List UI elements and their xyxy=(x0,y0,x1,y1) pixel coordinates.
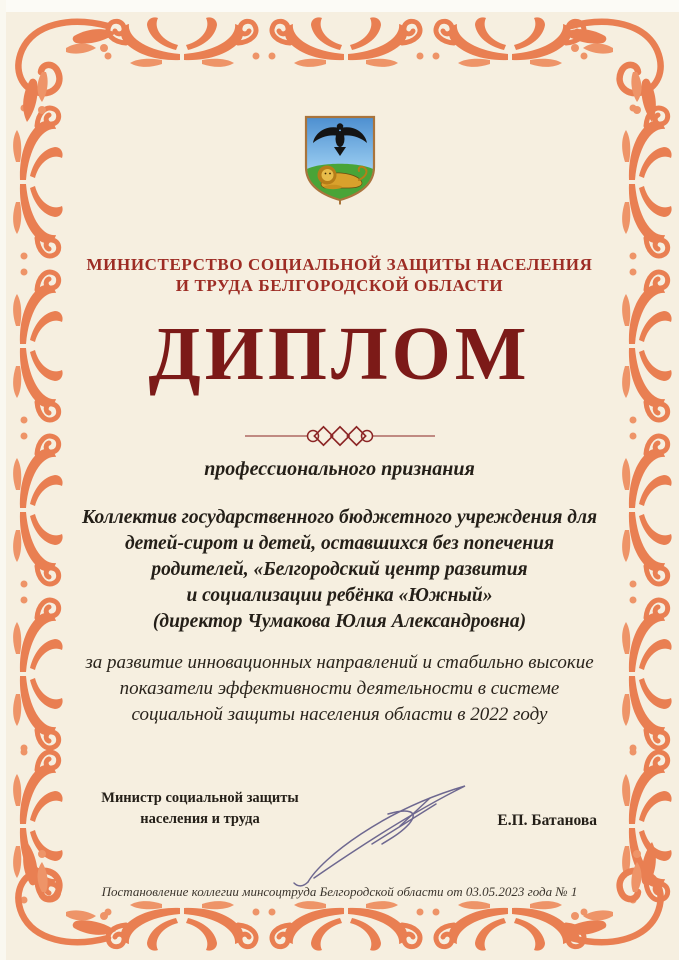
signature-scribble xyxy=(288,768,503,893)
recipient-text xyxy=(0,505,679,635)
recipient-line: детей-сирот и детей, оставшихся без попечения xyxy=(125,533,554,554)
signer-name: Е.П. Батанова xyxy=(497,812,597,829)
recipient-line: Коллектив государственного бюджетного учреждения для xyxy=(82,507,597,528)
coat-of-arms-icon xyxy=(301,112,379,206)
recipient-line: родителей, «Белгородский центр развития xyxy=(151,559,528,580)
minister-title-line2: населения и труда xyxy=(140,811,260,827)
ministry-header xyxy=(0,254,679,296)
minister-title-line1: Министр социальной защиты xyxy=(101,790,299,806)
recipient-line: и социализации ребёнка «Южный» xyxy=(186,585,493,606)
award-reason-line: за развитие инновационных направлений и стабильно высокие xyxy=(85,652,594,673)
ministry-header-line2: И ТРУДА БЕЛГОРОДСКОЙ ОБЛАСТИ xyxy=(175,276,504,295)
scan-margin-top xyxy=(0,0,679,12)
ministry-header-line1: МИНИСТЕРСТВО СОЦИАЛЬНОЙ ЗАЩИТЫ НАСЕЛЕНИЯ xyxy=(86,255,593,274)
minister-title xyxy=(84,788,316,830)
knot-divider-icon xyxy=(245,424,435,453)
diploma-subtitle: профессионального признания xyxy=(204,458,475,480)
recipient-line: (директор Чумакова Юлия Александровна) xyxy=(152,611,527,632)
award-reason-line: показатели эффективности деятельности в системе xyxy=(119,678,560,699)
diploma-title: ДИПЛОМ xyxy=(148,312,531,396)
award-reason xyxy=(0,650,679,728)
award-reason-line: социальной защиты населения области в 2022 году xyxy=(131,704,548,725)
footer-note: Постановление коллегии минсоцтруда Белгородской области от 03.05.2023 года № 1 xyxy=(101,884,578,899)
